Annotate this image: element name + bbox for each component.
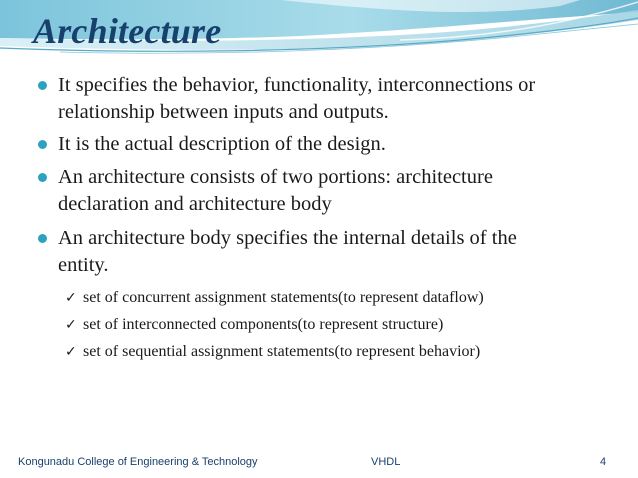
checkmark-icon: ✓ <box>65 317 77 333</box>
sub-bullet-text: set of interconnected components(to represent structure) <box>83 316 444 333</box>
sub-bullet-text: set of concurrent assignment statements(to represent dataflow) <box>83 289 484 306</box>
bullet-text-continued: entity. <box>58 254 109 276</box>
bullet-text: It is the actual description of the design. <box>58 133 386 155</box>
sub-bullet-item <box>65 287 585 309</box>
bullet-text-continued: relationship between inputs and outputs. <box>58 101 389 123</box>
footer-page-number: 4 <box>600 456 607 468</box>
bullet-item <box>38 225 598 279</box>
bullet-text: An architecture consists of two portions: architecture <box>58 166 493 188</box>
footer-subject: VHDL <box>371 456 401 468</box>
checkmark-icon: ✓ <box>65 344 77 360</box>
bullet-item <box>38 164 598 218</box>
bullet-dot-icon <box>38 140 47 149</box>
bullet-item <box>38 72 598 126</box>
footer-institution: Kongunadu College of Engineering & Technology <box>18 456 258 468</box>
bullet-text: An architecture body specifies the internal details of the <box>58 227 517 249</box>
bullet-dot-icon <box>38 173 47 182</box>
bullet-text: It specifies the behavior, functionality, interconnections or <box>58 74 536 96</box>
checkmark-icon: ✓ <box>65 290 77 306</box>
sub-bullet-item <box>65 341 585 363</box>
bullet-dot-icon <box>38 81 47 90</box>
bullet-text-continued: declaration and architecture body <box>58 193 332 215</box>
sub-bullet-text: set of sequential assignment statements(to represent behavior) <box>83 343 481 360</box>
sub-bullet-item <box>65 314 585 336</box>
bullet-dot-icon <box>38 234 47 243</box>
bullet-item <box>38 131 598 158</box>
slide-title: Architecture <box>33 11 222 51</box>
